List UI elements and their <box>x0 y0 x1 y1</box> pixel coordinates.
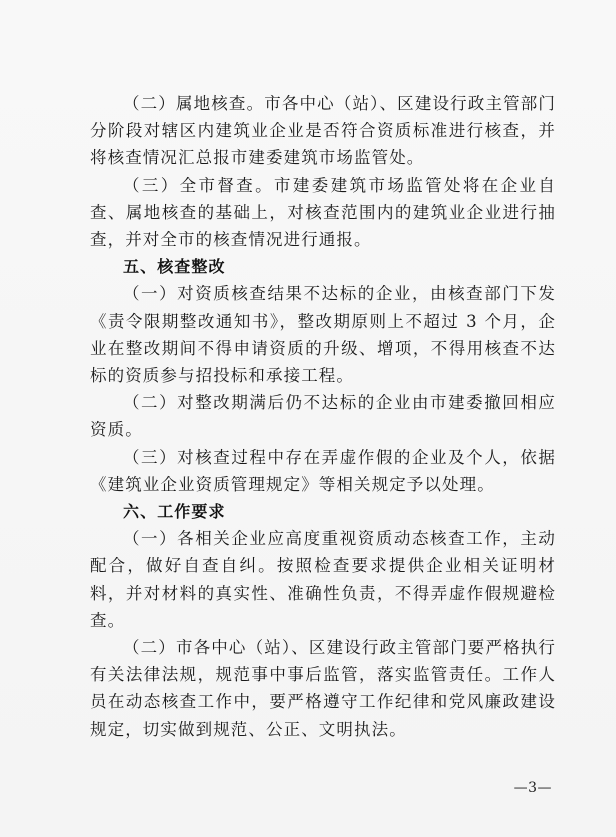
paragraph-local-inspection: （二）属地核查。市各中心（站）、区建设行政主管部门分阶段对辖区内建筑业企业是否符合资质标准进行核查，并将核查情况汇总报市建委建筑市场监管处。 <box>90 94 556 168</box>
page-number: —3— <box>513 780 552 796</box>
document-body <box>90 90 556 743</box>
paragraph-department-enforcement: （二）市各中心（站）、区建设行政主管部门要严格执行有关法律法规，规范事中事后监管，落实监管责任。工作人员在动态核查工作中，要严格遵守工作纪律和党风廉政建设规定，切实做到规范、公正、文明执法。 <box>90 638 556 739</box>
paragraph-enterprise-cooperation: （一）各相关企业应高度重视资质动态核查工作，主动配合，做好自查自纠。按照检查要求提供企业相关证明材料，并对材料的真实性、准确性负责，不得弄虚作假规避检查。 <box>90 529 556 630</box>
paragraph-fraud-handling: （三）对核查过程中存在弄虚作假的企业及个人，依据《建筑业企业资质管理规定》等相关规定予以处理。 <box>90 447 556 494</box>
paragraph-revoke-qualification: （二）对整改期满后仍不达标的企业由市建委撤回相应资质。 <box>90 393 556 440</box>
paragraph-rectification-notice: （一）对资质核查结果不达标的企业，由核查部门下发《责令限期整改通知书》，整改期原则上不超过 3 个月，企业在整改期间不得申请资质的升级、增项，不得用核查不达标的资质参与招投标和承接工程。 <box>90 284 556 386</box>
section-heading-work-requirements: 六、工作要求 <box>123 502 226 522</box>
section-heading-inspection-rectification: 五、核查整改 <box>123 257 226 277</box>
paragraph-city-supervision: （三）全市督查。市建委建筑市场监管处将在企业自查、属地核查的基础上，对核查范围内的建筑业企业进行抽查，并对全市的核查情况进行通报。 <box>90 175 556 250</box>
